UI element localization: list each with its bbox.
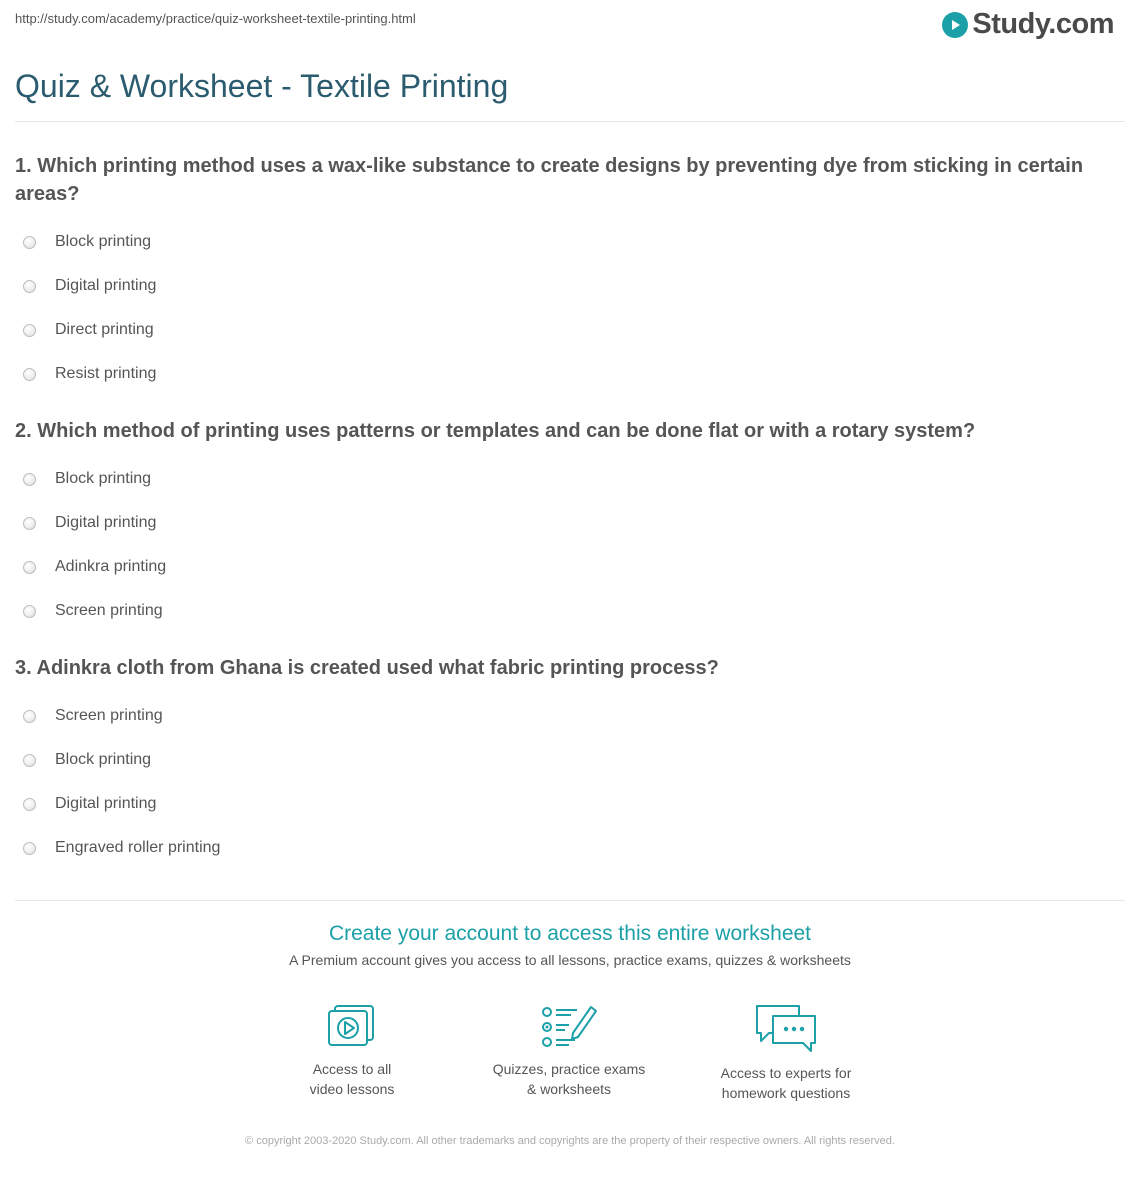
play-logo-icon xyxy=(942,12,968,38)
answer-option[interactable] xyxy=(15,352,1125,396)
cta-title-link[interactable]: Create your account to access this entire worksheet xyxy=(328,922,812,945)
answer-label: Screen printing xyxy=(55,602,163,619)
answer-option[interactable] xyxy=(15,826,1125,870)
spacer xyxy=(15,633,1125,654)
answer-option[interactable] xyxy=(15,264,1125,308)
quiz-checklist-icon xyxy=(539,1003,599,1051)
radio-button[interactable] xyxy=(23,368,36,381)
radio-button[interactable] xyxy=(23,754,36,767)
answer-option[interactable] xyxy=(15,782,1125,826)
page-header xyxy=(0,0,1140,60)
answer-label: Adinkra printing xyxy=(55,558,167,575)
answer-option[interactable] xyxy=(15,738,1125,782)
answer-label: Digital printing xyxy=(55,795,157,812)
answer-label: Block printing xyxy=(55,233,152,250)
answer-option[interactable] xyxy=(15,308,1125,352)
question-list xyxy=(15,152,1125,870)
question-1 xyxy=(15,152,1125,396)
radio-button[interactable] xyxy=(23,236,36,249)
feature-quizzes xyxy=(479,1003,659,1099)
answer-option[interactable] xyxy=(15,501,1125,545)
answer-list xyxy=(15,457,1125,633)
logo-text: Study.com xyxy=(972,8,1114,40)
answer-label: Digital printing xyxy=(55,514,157,531)
spacer xyxy=(15,396,1125,417)
title-divider xyxy=(15,121,1125,122)
question-text: 3. Adinkra cloth from Ghana is created used what fabric printing process? xyxy=(15,657,719,679)
answer-option[interactable] xyxy=(15,457,1125,501)
answer-option[interactable] xyxy=(15,220,1125,264)
radio-button[interactable] xyxy=(23,280,36,293)
answer-label: Resist printing xyxy=(55,365,157,382)
video-lessons-icon xyxy=(325,1003,379,1051)
feature-label: Access to all video lessons xyxy=(309,1061,395,1097)
chat-bubbles-icon xyxy=(753,1003,819,1055)
answer-label: Direct printing xyxy=(55,321,154,338)
feature-label: Quizzes, practice exams & worksheets xyxy=(492,1061,646,1097)
cta-divider xyxy=(15,900,1125,901)
question-3 xyxy=(15,654,1125,870)
study-logo[interactable] xyxy=(942,8,1114,41)
answer-option[interactable] xyxy=(15,589,1125,633)
answer-label: Screen printing xyxy=(55,707,163,724)
copyright-notice: © copyright 2003-2020 Study.com. All other trademarks and copyrights are the property of their respective owners. All rights reserved. xyxy=(245,1135,895,1147)
cta-subtitle: A Premium account gives you access to all lessons, practice exams, quizzes & worksheets xyxy=(289,952,851,968)
radio-button[interactable] xyxy=(23,710,36,723)
page-title: Quiz & Worksheet - Textile Printing xyxy=(15,68,509,104)
answer-option[interactable] xyxy=(15,694,1125,738)
answer-label: Engraved roller printing xyxy=(55,839,221,856)
answer-list xyxy=(15,220,1125,396)
signup-cta xyxy=(0,922,1140,968)
feature-experts xyxy=(696,1003,876,1103)
radio-button[interactable] xyxy=(23,842,36,855)
answer-label: Block printing xyxy=(55,470,152,487)
answer-label: Digital printing xyxy=(55,277,157,294)
answer-label: Block printing xyxy=(55,751,152,768)
feature-video-lessons xyxy=(262,1003,442,1099)
feature-label: Access to experts for homework questions xyxy=(720,1065,852,1101)
question-text: 1. Which printing method uses a wax-like substance to create designs by preventing dye from sticking in certain areas? xyxy=(15,155,1084,205)
radio-button[interactable] xyxy=(23,605,36,618)
answer-option[interactable] xyxy=(15,545,1125,589)
radio-button[interactable] xyxy=(23,517,36,530)
radio-button[interactable] xyxy=(23,324,36,337)
radio-button[interactable] xyxy=(23,798,36,811)
radio-button[interactable] xyxy=(23,561,36,574)
question-2 xyxy=(15,417,1125,633)
page-url[interactable]: http://study.com/academy/practice/quiz-worksheet-textile-printing.html xyxy=(15,11,416,26)
question-text: 2. Which method of printing uses patterns or templates and can be done flat or with a rotary system? xyxy=(15,420,976,442)
answer-list xyxy=(15,694,1125,870)
radio-button[interactable] xyxy=(23,473,36,486)
